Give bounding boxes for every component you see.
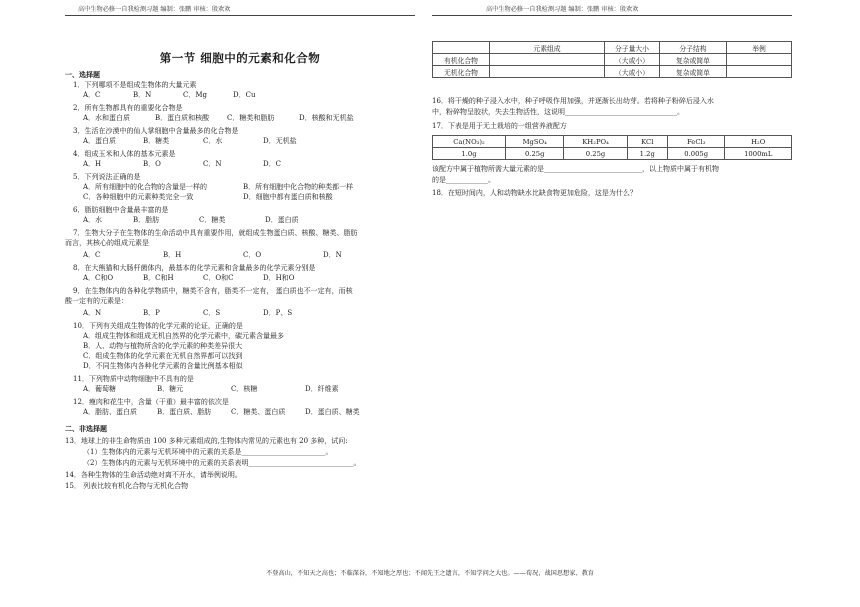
option: D．C bbox=[263, 160, 281, 168]
option: C．糖类和脂肪 bbox=[227, 114, 275, 122]
question-5-options-row2 bbox=[65, 192, 333, 202]
question-13: 13．地球上的非生命物质由 100 多种元素组成的,生物体内常见的元素也有 20 多种，试问: bbox=[65, 437, 348, 445]
table-cell: 0.25g bbox=[564, 148, 627, 160]
question-5-options-row1 bbox=[65, 182, 353, 192]
table-cell: H₂O bbox=[725, 136, 792, 148]
table-cell[interactable] bbox=[727, 66, 792, 78]
question-16-cont: 中，粉碎物呈胶状，失去生物活性，这说明________________________________。 bbox=[432, 108, 684, 116]
table-cell bbox=[433, 42, 490, 54]
option: A．C bbox=[83, 251, 101, 259]
option: D．核酸和无机盐 bbox=[299, 114, 354, 122]
question-6: 6．脂肪细胞中含量最丰富的是 bbox=[73, 206, 169, 214]
option: D．纤维素 bbox=[305, 385, 339, 393]
option: A．C bbox=[83, 91, 101, 99]
table-header-row bbox=[433, 42, 792, 54]
question-4: 4．组成玉米和人体的基本元素是 bbox=[73, 150, 176, 158]
table-cell: 1.2g bbox=[627, 148, 667, 160]
option: B．脂肪 bbox=[133, 216, 160, 224]
header-left: 高中生物必修一自我检测习题 编制：张鹏 审核：殷欢欢 bbox=[78, 6, 231, 13]
option: C．糖类 bbox=[199, 216, 226, 224]
question-7-cont: 而言，其核心的组成元素是 bbox=[65, 239, 149, 247]
option: C．核糖 bbox=[231, 385, 258, 393]
option: C．O和C bbox=[203, 274, 234, 282]
option: A．水和蛋白质 bbox=[83, 114, 131, 122]
option: D．P、S bbox=[263, 309, 293, 317]
option: D．H和O bbox=[263, 274, 295, 282]
section-heading-choice: 一、选择题 bbox=[65, 70, 100, 79]
question-3-options bbox=[65, 136, 323, 146]
option: B．O bbox=[143, 160, 161, 168]
header-right: 高中生物必修一自我检测习题 编制：张鹏 审核：殷欢欢 bbox=[486, 6, 639, 13]
question-17-answer-cont: 的是____________。 bbox=[432, 176, 495, 184]
table-cell[interactable] bbox=[727, 54, 792, 66]
question-10-option-a: A．组成生物体和组成无机自然界的化学元素中，碳元素含量最多 bbox=[83, 332, 285, 340]
option: B．H bbox=[163, 251, 182, 259]
option: D．蛋白质 bbox=[265, 216, 299, 224]
option: A．蛋白质 bbox=[83, 137, 117, 145]
question-11: 11．下列物质中动物细胞中不具有的是 bbox=[73, 375, 194, 383]
table-cell: 元素组成 bbox=[490, 42, 605, 54]
question-12-options bbox=[65, 407, 379, 417]
question-16: 16．将干燥的种子浸入水中，种子呼吸作用加强，并逐渐长出幼芽。若将种子粉碎后浸入水 bbox=[432, 97, 714, 105]
table-cell: 1000mL bbox=[725, 148, 792, 160]
footer-quote: 不登高山，不知天之高也；不临深谷，不知地之厚也；不闻先王之遗言，不知学问之大也。——荀况，战国思想家、教育 bbox=[266, 570, 594, 577]
option: D．N bbox=[323, 251, 342, 259]
section-heading-free: 二、非选择题 bbox=[65, 424, 107, 433]
question-8-options bbox=[65, 273, 323, 283]
table-row bbox=[433, 54, 792, 66]
table-header-row bbox=[433, 136, 792, 148]
question-6-options bbox=[65, 215, 325, 225]
table-cell: 复杂或简单 bbox=[660, 66, 727, 78]
option: B．N bbox=[133, 91, 152, 99]
question-10-option-c: C．组成生物体的化学元素在无机自然界都可以找到 bbox=[83, 352, 243, 360]
table-row bbox=[433, 148, 792, 160]
option: B．所有细胞中化合物的种类都一样 bbox=[243, 183, 354, 191]
question-4-options bbox=[65, 159, 323, 169]
option: B．蛋白质、脂肪 bbox=[157, 408, 212, 416]
option: D．无机盐 bbox=[263, 137, 297, 145]
question-9-options bbox=[65, 308, 323, 318]
table-row bbox=[433, 66, 792, 78]
option: A．水 bbox=[83, 216, 103, 224]
question-8: 8．在大熊猫和大肠杆菌体内，最基本的化学元素和含量最多的化学元素分别是 bbox=[73, 264, 316, 272]
question-11-options bbox=[65, 384, 365, 394]
option: A．C和O bbox=[83, 274, 114, 282]
table-cell[interactable] bbox=[490, 66, 605, 78]
header-rule-right bbox=[432, 15, 792, 16]
question-5: 5．下列说法正确的是 bbox=[73, 173, 141, 181]
option: C．糖类、蛋白质 bbox=[231, 408, 286, 416]
question-13-part2: （2）生物体内的元素与无机环境中的元素的关系表明______________________________。 bbox=[83, 459, 361, 467]
option: C．S bbox=[203, 309, 221, 317]
question-3: 3．生活在沙漠中的仙人掌细胞中含量最多的化合物是 bbox=[73, 127, 239, 135]
option: B．糖元 bbox=[157, 385, 184, 393]
table-cell: KCl bbox=[627, 136, 667, 148]
table-cell: 有机化合物 bbox=[433, 54, 490, 66]
option: C．O bbox=[243, 251, 262, 259]
table-cell: （大或小） bbox=[605, 54, 660, 66]
page-title: 第一节 细胞中的元素和化合物 bbox=[159, 51, 321, 65]
question-14: 14．各种生物体的生命活动绝对离不开水，请举例说明。 bbox=[65, 471, 242, 479]
question-10-option-d: D．不同生物体内各种化学元素的含量比例基本相似 bbox=[83, 362, 243, 370]
option: D．Cu bbox=[233, 91, 256, 99]
option: C．水 bbox=[203, 137, 223, 145]
question-17: 17．下表是用于无土栽培的一组营养液配方 bbox=[432, 122, 567, 130]
question-1-options bbox=[65, 90, 283, 100]
option: A．脂肪、蛋白质 bbox=[83, 408, 138, 416]
table-cell: 无机化合物 bbox=[433, 66, 490, 78]
table-cell: MgSO₄ bbox=[505, 136, 563, 148]
table-cell: 复杂或简单 bbox=[660, 54, 727, 66]
table-cell: FeCl₃ bbox=[667, 136, 725, 148]
option: B．蛋白质和核酸 bbox=[155, 114, 210, 122]
table-cell: 1.0g bbox=[433, 148, 506, 160]
question-7-options bbox=[65, 250, 383, 260]
table-cell: 0.005g bbox=[667, 148, 725, 160]
question-7: 7．生物大分子在生物体的生命活动中具有重要作用，就组成生物蛋白质、核酸、糖类、脂肪 bbox=[73, 229, 358, 237]
question-15: 15． 列表比较有机化合物与无机化合物 bbox=[65, 482, 189, 490]
option: D．蛋白质、糖类 bbox=[305, 408, 360, 416]
question-17-answer: 该配方中属于植物所需大量元素的是____________________________，以上物质中属于有机物 bbox=[432, 165, 719, 173]
option: C．N bbox=[203, 160, 222, 168]
question-12: 12．瘦肉和花生中，含量（干重）最丰富的依次是 bbox=[73, 398, 229, 406]
question-10: 10．下列有关组成生物体的化学元素的论证，正确的是 bbox=[73, 322, 243, 330]
table-cell: 举例 bbox=[727, 42, 792, 54]
question-9-cont: 酸一定有的元素是： bbox=[65, 297, 128, 305]
question-1: 1．下列哪项不是组成生物体的大量元素 bbox=[73, 81, 197, 89]
table-cell: 0.25g bbox=[505, 148, 563, 160]
table-cell: Ca(NO₃)₂ bbox=[433, 136, 506, 148]
option: A．所有细胞中的化合物的含量是一样的 bbox=[83, 183, 208, 191]
option: C．各种细胞中的元素种类完全一致 bbox=[83, 193, 194, 201]
question-10-option-b: B．人、动物与植物所含的化学元素的种类差异很大 bbox=[83, 342, 243, 350]
nutrient-solution-table bbox=[432, 135, 792, 160]
table-cell: KH₂PO₄ bbox=[564, 136, 627, 148]
option: A．H bbox=[83, 160, 102, 168]
option: C．Mg bbox=[183, 91, 208, 99]
table-cell[interactable] bbox=[490, 54, 605, 66]
option: B．P bbox=[143, 309, 160, 317]
question-2-options bbox=[65, 113, 379, 123]
option: A．N bbox=[83, 309, 102, 317]
option: A．葡萄糖 bbox=[83, 385, 117, 393]
option: B．C和H bbox=[143, 274, 174, 282]
table-cell: （大或小） bbox=[605, 66, 660, 78]
question-18: 18．在短时间内，人和动物缺水比缺食物更加危险，这是为什么？ bbox=[432, 189, 637, 197]
table-cell: 分子结构 bbox=[660, 42, 727, 54]
compound-comparison-table bbox=[432, 41, 792, 78]
option: D．细胞中都有蛋白质和核酸 bbox=[243, 193, 333, 201]
header-rule-left bbox=[65, 15, 415, 16]
question-2: 2．所有生物都具有的重要化合物是 bbox=[73, 104, 183, 112]
question-13-part1: （1）生物体内的元素与无机环境中的元素的关系是________________________。 bbox=[83, 448, 333, 456]
table-cell: 分子量大小 bbox=[605, 42, 660, 54]
question-9: 9．在生物体内的各种化学物质中，糖类不含有，脂类不一定有， 蛋白质也不一定有，而核 bbox=[73, 287, 353, 295]
option: B．糖类 bbox=[143, 137, 170, 145]
